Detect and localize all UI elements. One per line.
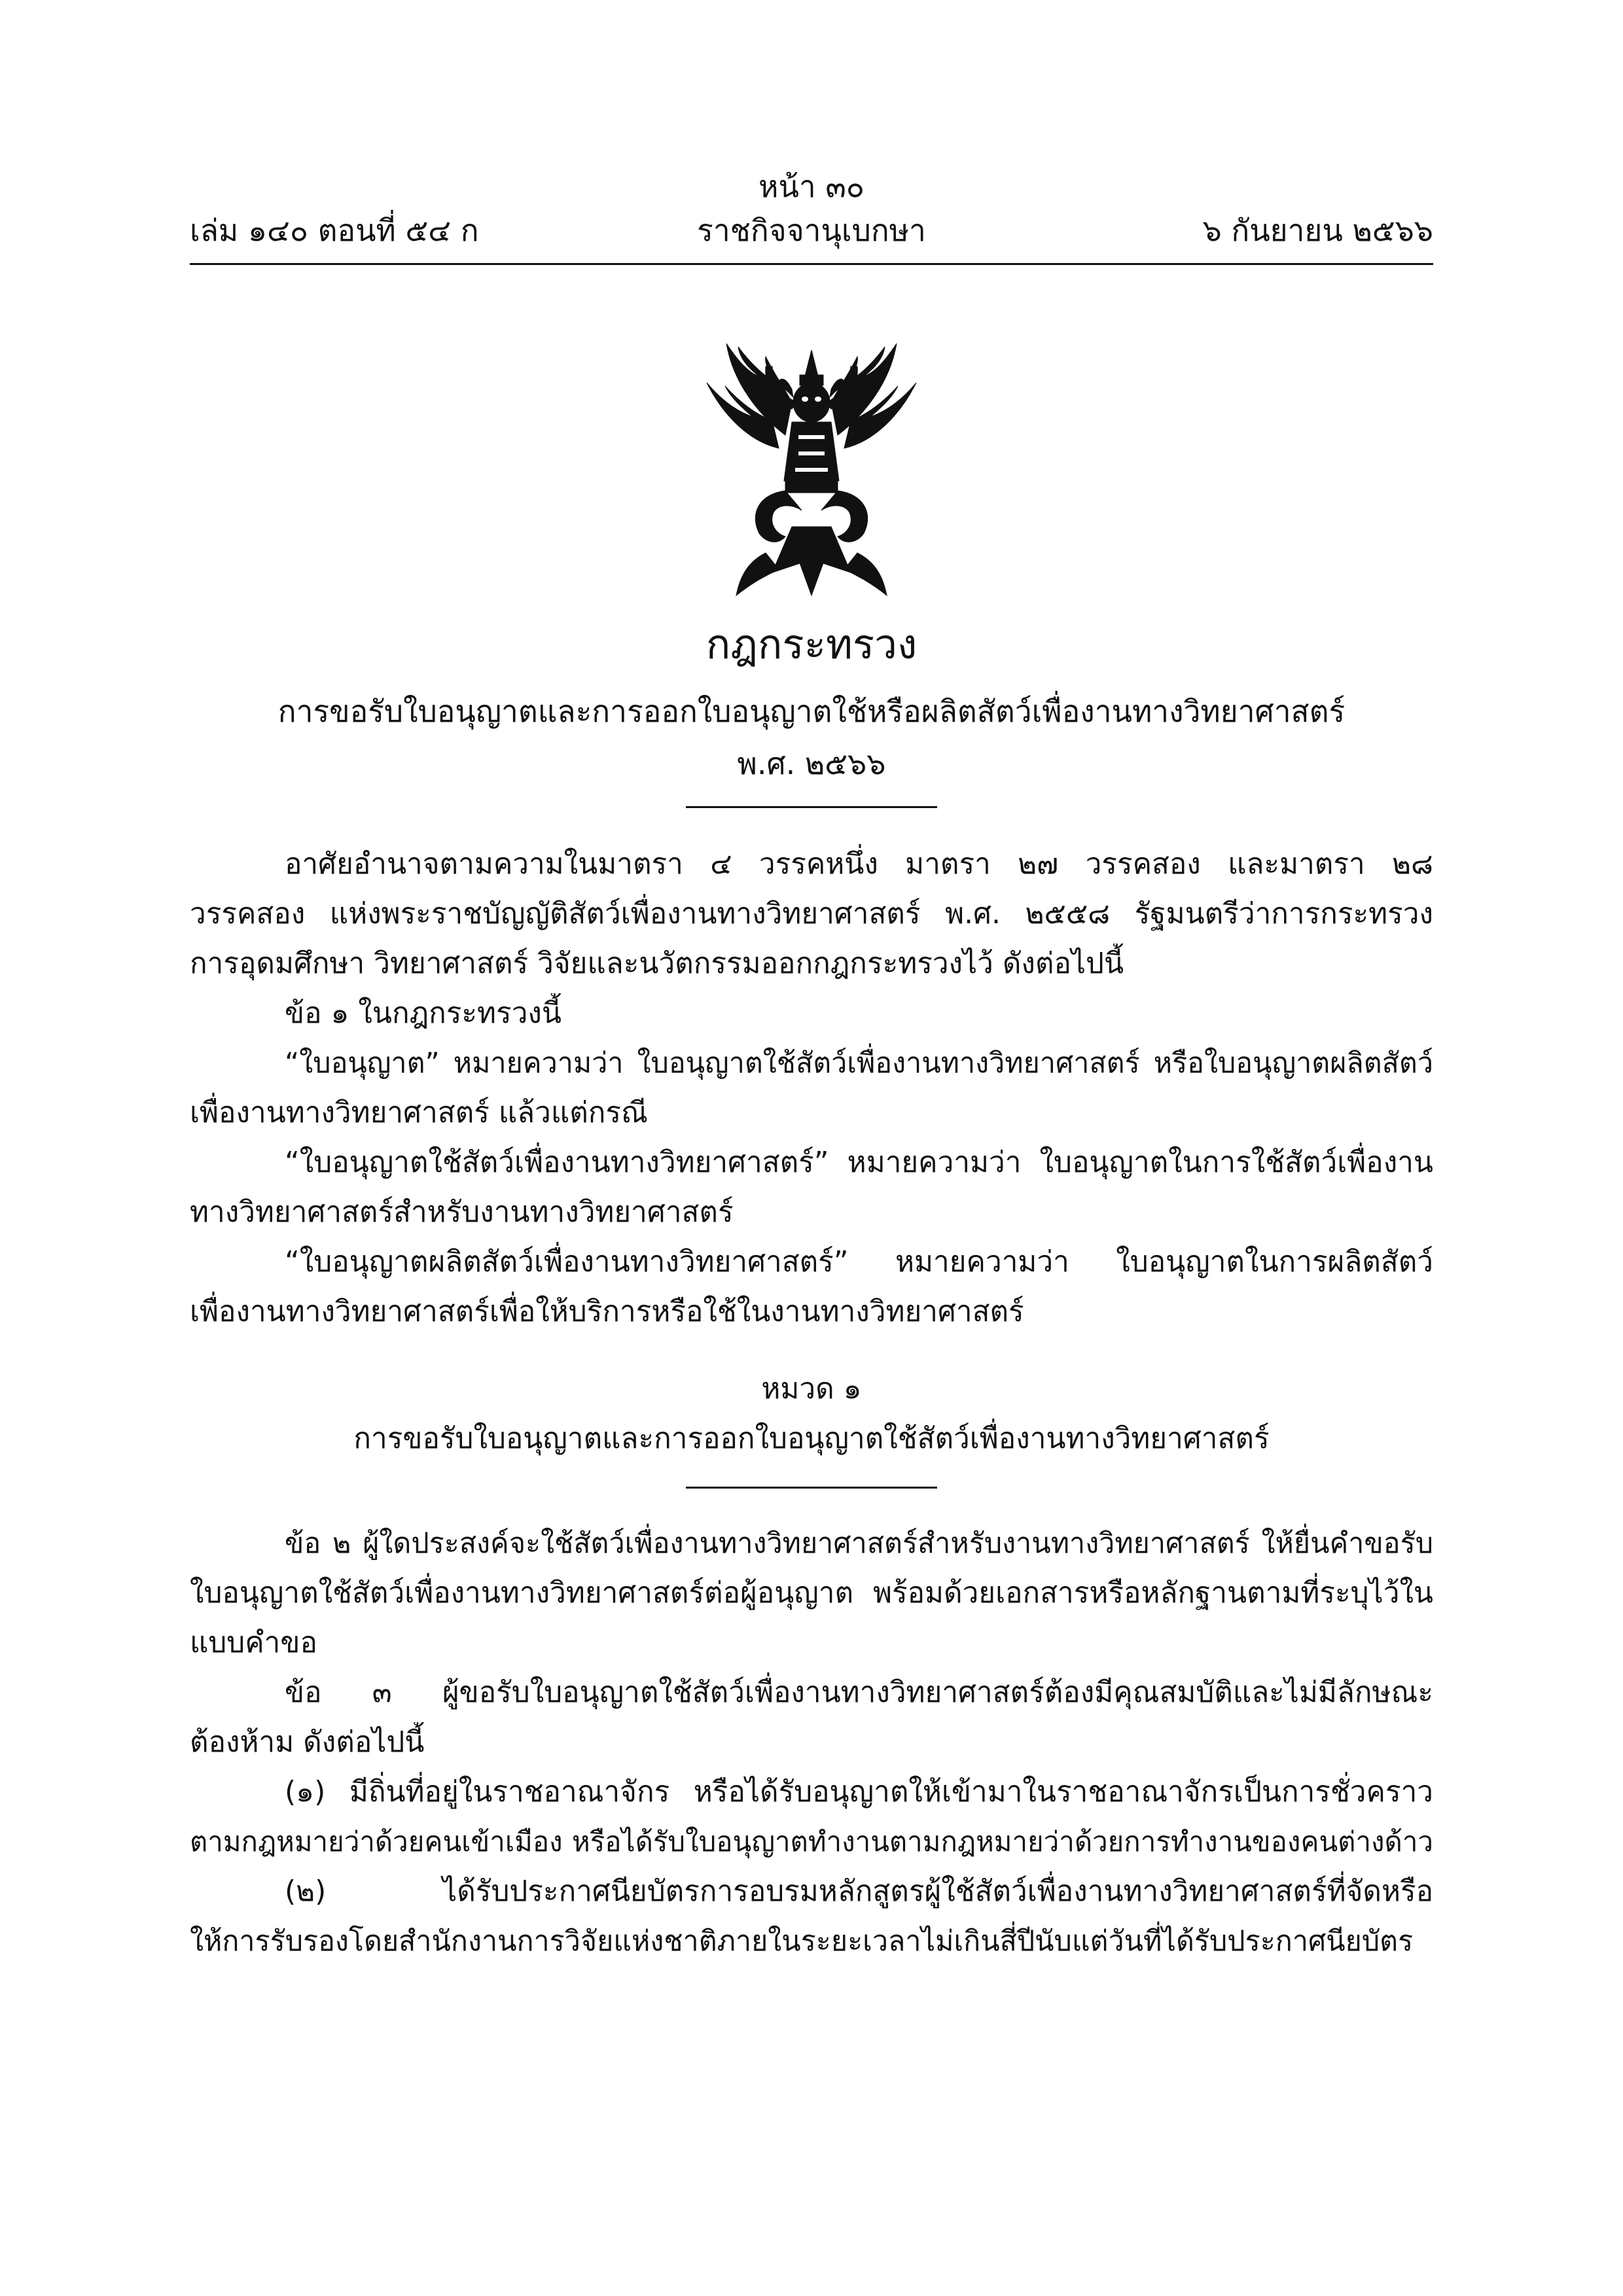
document-year: พ.ศ. ๒๕๖๖ bbox=[737, 746, 886, 781]
preamble-line: การอุดมศึกษา วิทยาศาสตร์ วิจัยและนวัตกรรมออกกฎกระทรวงไว้ ดังต่อไปนี้ bbox=[190, 947, 1124, 980]
garuda-emblem-icon bbox=[687, 337, 936, 599]
definition-line: “ใบอนุญาตผลิตสัตว์เพื่องานทางวิทยาศาสตร์” หมายความว่า ใบอนุญาตในการผลิตสัตว์ bbox=[285, 1245, 1433, 1279]
gazette-name: ราชกิจจานุเบกษา bbox=[697, 213, 926, 248]
publication-date: ๖ กันยายน ๒๕๖๖ bbox=[1202, 213, 1433, 248]
title-rule bbox=[686, 806, 937, 808]
clause-1-intro: ข้อ ๑ ในกฎกระทรวงนี้ bbox=[285, 997, 562, 1030]
definition-line: “ใบอนุญาต” หมายความว่า ใบอนุญาตใช้สัตว์เพื่องานทางวิทยาศาสตร์ หรือใบอนุญาตผลิตสัตว์ bbox=[285, 1047, 1433, 1080]
definition-line: “ใบอนุญาตใช้สัตว์เพื่องานทางวิทยาศาสตร์” หมายความว่า ใบอนุญาตในการใช้สัตว์เพื่องาน bbox=[285, 1146, 1433, 1179]
clause-2-line: ข้อ ๒ ผู้ใดประสงค์จะใช้สัตว์เพื่องานทางวิทยาศาสตร์สำหรับงานทางวิทยาศาสตร์ ให้ยื่นคำขอรับ bbox=[285, 1527, 1433, 1560]
preamble-line: อาศัยอำนาจตามความในมาตรา ๔ วรรคหนึ่ง มาตรา ๒๗ วรรคสอง และมาตรา ๒๘ bbox=[285, 847, 1433, 881]
clause-3-line: ต้องห้าม ดังต่อไปนี้ bbox=[190, 1725, 425, 1759]
gazette-header bbox=[190, 209, 1433, 251]
chapter-rule bbox=[686, 1487, 937, 1489]
document-subject: การขอรับใบอนุญาตและการออกใบอนุญาตใช้หรือผลิตสัตว์เพื่องานทางวิทยาศาสตร์ bbox=[277, 694, 1346, 729]
clause-3-line: ข้อ ๓ ผู้ขอรับใบอนุญาตใช้สัตว์เพื่องานทางวิทยาศาสตร์ต้องมีคุณสมบัติและไม่มีลักษณะ bbox=[285, 1676, 1433, 1709]
preamble-line: วรรคสอง แห่งพระราชบัญญัติสัตว์เพื่องานทางวิทยาศาสตร์ พ.ศ. ๒๕๕๘ รัฐมนตรีว่าการกระทรวง bbox=[190, 897, 1433, 930]
page-number: หน้า ๓๐ bbox=[758, 169, 865, 204]
definition-line: ทางวิทยาศาสตร์สำหรับงานทางวิทยาศาสตร์ bbox=[190, 1195, 734, 1229]
item-2-line: ให้การรับรองโดยสำนักงานการวิจัยแห่งชาติภายในระยะเวลาไม่เกินสี่ปีนับแต่วันที่ได้รับประกาศนียบัตร bbox=[190, 1925, 1414, 1958]
item-1-line: ตามกฎหมายว่าด้วยคนเข้าเมือง หรือได้รับใบอนุญาตทำงานตามกฎหมายว่าด้วยการทำงานของคนต่างด้าว bbox=[190, 1826, 1433, 1858]
header-rule bbox=[190, 263, 1433, 265]
definition-line: เพื่องานทางวิทยาศาสตร์เพื่อให้บริการหรือใช้ในงานทางวิทยาศาสตร์ bbox=[190, 1295, 1024, 1328]
clause-2-line: แบบคำขอ bbox=[190, 1626, 317, 1659]
chapter-label: หมวด ๑ bbox=[761, 1372, 862, 1405]
item-1-line: (๑) มีถิ่นที่อยู่ในราชอาณาจักร หรือได้รับอนุญาตให้เข้ามาในราชอาณาจักรเป็นการชั่วคราว bbox=[285, 1775, 1433, 1809]
definition-line: เพื่องานทางวิทยาศาสตร์ แล้วแต่กรณี bbox=[190, 1096, 648, 1129]
document-type: กฎกระทรวง bbox=[705, 620, 918, 668]
volume-issue: เล่ม ๑๔๐ ตอนที่ ๕๔ ก bbox=[190, 213, 479, 248]
chapter-title: การขอรับใบอนุญาตและการออกใบอนุญาตใช้สัตว์เพื่องานทางวิทยาศาสตร์ bbox=[353, 1422, 1270, 1455]
item-2-line: (๒) ได้รับประกาศนียบัตรการอบรมหลักสูตรผู้ใช้สัตว์เพื่องานทางวิทยาศาสตร์ที่จัดหรือ bbox=[285, 1875, 1433, 1908]
clause-2-line: ใบอนุญาตใช้สัตว์เพื่องานทางวิทยาศาสตร์ต่อผู้อนุญาต พร้อมด้วยเอกสารหรือหลักฐานตามที่ระบุไว้ใน bbox=[190, 1576, 1433, 1610]
